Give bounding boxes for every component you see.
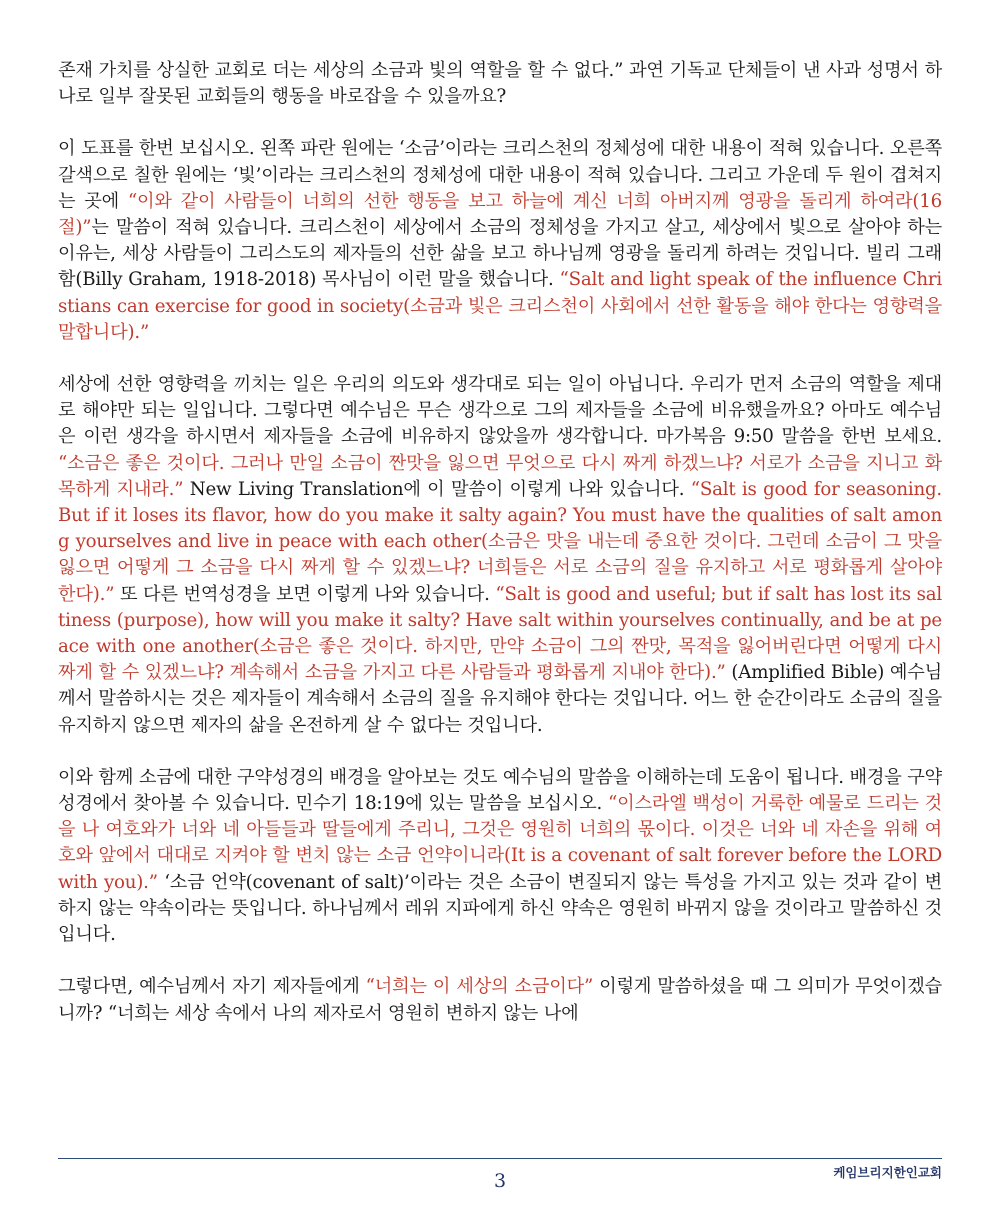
- paragraph-text: 이와 함께 소금에 대한 구약성경의 배경을 알아보는 것도 예수님의 말씀을 이해하는데 도움이 됩니다. 배경을 구약성경에서 찾아볼 수 있습니다. 민수기 18:19에 있는 말씀을 보십시오.: [58, 766, 942, 815]
- paragraph-text: ‘소금 언약(covenant of salt)’이라는 것은 소금이 변질되지 않는 특성을 가지고 있는 것과 같이 변하지 않는 약속이라는 뜻입니다. 하나님께서 레위 지파에게 하신 약속은 영원히 바뀌지 않을 것이라고 말씀하신 것입니다.: [58, 871, 942, 946]
- paragraph: [58, 136, 942, 346]
- quoted-scripture: “Salt and light speak of the influence Christians can exercise for good in society(소금과 빛은 크리스천이 사회에서 선한 활동을 해야 한다는 영향력을 말합니다).”: [58, 269, 942, 343]
- paragraph: [58, 372, 942, 739]
- quoted-scripture: “이와 같이 사람들이 너희의 선한 행동을 보고 하늘에 계신 너희 아버지께 영광을 돌리게 하여라(16절)”: [58, 190, 942, 239]
- paragraph-text: (Amplified Bible) 예수님께서 말씀하시는 것은 제자들이 계속해서 소금의 질을 유지해야 한다는 것입니다. 어느 한 순간이라도 소금의 질을 유지하지 않으면 제자의 삶을 온전하게 살 수 없다는 것입니다.: [58, 662, 943, 736]
- paragraph-text: 이렇게 말씀하셨을 때 그 의미가 무엇이겠습니까? “너희는 세상 속에서 나의 제자로서 영원히 변하지 않는 나에: [58, 976, 942, 1024]
- footer-divider: [58, 1158, 942, 1159]
- paragraph-text: 는 말씀이 적혀 있습니다. 크리스천이 세상에서 소금의 정체성을 가지고 살고, 세상에서 빛으로 살아야 하는 이유는, 세상 사람들이 그리스도의 제자들의 선한 삶을 보고 하나님께 영광을 돌리게 하려는 것입니다. 빌리 그래함(Billy Graham, 1918-2018) 목사님이 이런 말을 했습니다.: [58, 217, 942, 291]
- quoted-scripture: “너희는 이 세상의 소금이다”: [365, 976, 594, 998]
- paragraph-text: New Living Translation에 이 말씀이 이렇게 나와 있습니다.: [183, 478, 691, 500]
- paragraph: [58, 974, 942, 1026]
- paragraph: [58, 765, 942, 948]
- paragraph-text: 세상에 선한 영향력을 끼치는 일은 우리의 의도와 생각대로 되는 일이 아닙니다. 우리가 먼저 소금의 역할을 제대로 해야만 되는 일입니다. 그렇다면 예수님은 무슨 생각으로 그의 제자들을 소금에 비유했을까요? 아마도 예수님은 이런 생각을 하시면서 제자들을 소금에 비유하지 않았을까 생각합니다. 마가복음 9:50 말씀을 한번 보세요.: [58, 374, 942, 448]
- article-body: [58, 58, 942, 1053]
- page-number: 3: [493, 1170, 507, 1192]
- church-name: 케임브리지한인교회: [833, 1165, 942, 1180]
- paragraph-text: 또 다른 번역성경을 보면 이렇게 나와 있습니다.: [114, 583, 496, 605]
- quoted-scripture: “Salt is good and useful; but if salt has lost its saltiness (purpose), how will you make it salty? Have salt within yourselves continually, and be at peace with one another(소금은 좋은 것이다. 하지만, 만약 소금이 그의 짠맛, 목적을 잃어버린다면 어떻게 다시 짜게 할 수 있겠느냐? 계속해서 소금을 가지고 다른 사람들과 평화롭게 지내야 한다).”: [58, 583, 942, 684]
- paragraph: [58, 58, 942, 110]
- quoted-scripture: “이스라엘 백성이 거룩한 예물로 드리는 것을 나 여호와가 너와 네 아들들과 딸들에게 주리니, 그것은 영원히 너희의 몫이다. 이것은 너와 네 자손을 위해 여호와 앞에서 대대로 지켜야 할 변치 않는 소금 언약이니라(It is a covenant of salt forever before the LORD with you).”: [58, 793, 942, 893]
- paragraph-text: 이 도표를 한번 보십시오. 왼쪽 파란 원에는 ‘소금’이라는 크리스천의 정체성에 대한 내용이 적혀 있습니다. 오른쪽 갈색으로 칠한 원에는 ‘빛’이라는 크리스천의 정체성에 대한 내용이 적혀 있습니다. 그리고 가운데 두 원이 겹쳐지는 곳에: [58, 138, 942, 212]
- quoted-scripture: “Salt is good for seasoning. But if it loses its flavor, how do you make it salty again? You must have the qualities of salt among yourselves and live in peace with each other(소금은 맛을 내는데 중요한 것이다. 그런데 소금이 그 맛을 잃으면 어떻게 그 소금을 다시 짜게 할 수 있겠느냐? 너희들은 서로 소금의 질을 유지하고 서로 평화롭게 살아야 한다).”: [58, 478, 942, 605]
- paragraph-text: 그렇다면, 예수님께서 자기 제자들에게: [58, 976, 366, 998]
- paragraph-text: 존재 가치를 상실한 교회로 더는 세상의 소금과 빛의 역할을 할 수 없다.” 과연 기독교 단체들이 낸 사과 성명서 하나로 일부 잘못된 교회들의 행동을 바로잡을 수 있을까요?: [58, 60, 942, 108]
- quoted-scripture: “소금은 좋은 것이다. 그러나 만일 소금이 짠맛을 잃으면 무엇으로 다시 짜게 하겠느냐? 서로가 소금을 지니고 화목하게 지내라.”: [58, 452, 942, 500]
